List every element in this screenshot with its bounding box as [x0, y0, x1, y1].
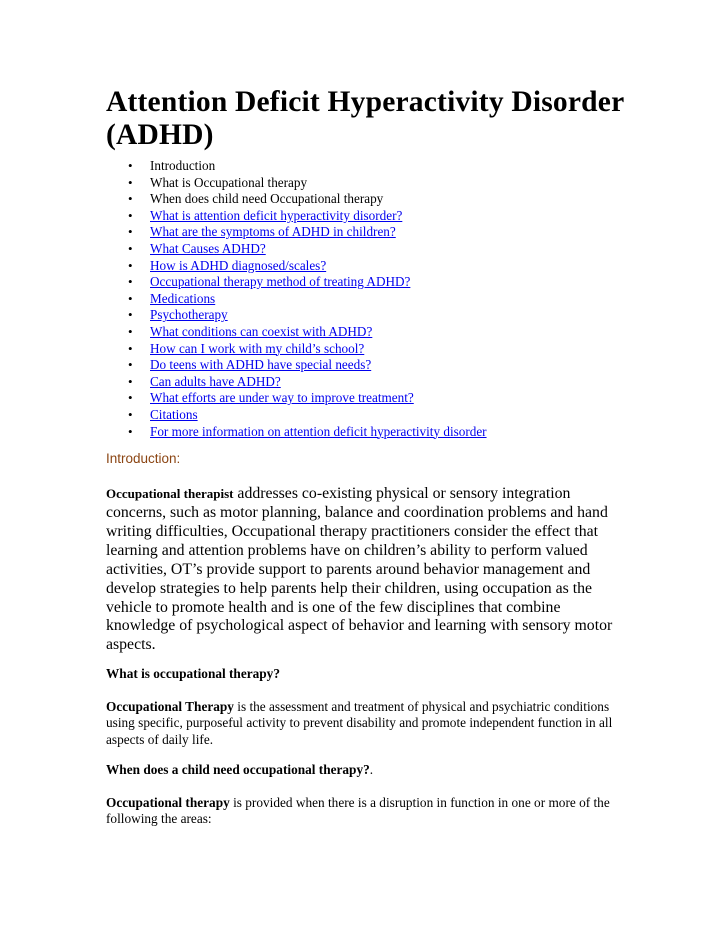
- toc-item: [106, 158, 626, 175]
- bullet-icon: •: [128, 340, 133, 356]
- toc-link[interactable]: Citations: [150, 406, 198, 422]
- bullet-icon: •: [128, 390, 133, 406]
- introduction-paragraph: [106, 485, 626, 655]
- what-is-ot-body: is the assessment and treatment of physical and psychiatric conditions using specific, purposeful activity to prevent disability and promote independent function in all aspects of daily life.: [106, 698, 613, 747]
- bullet-icon: •: [128, 307, 133, 323]
- what-is-ot-lead: Occupational Therapy: [106, 698, 234, 714]
- toc-item: [106, 191, 626, 208]
- toc-item[interactable]: [106, 390, 626, 407]
- bullet-icon: •: [128, 423, 133, 439]
- toc-label: What is Occupational therapy: [150, 174, 308, 190]
- when-needed-lead: Occupational therapy: [106, 794, 230, 810]
- what-is-ot-paragraph: [106, 699, 626, 748]
- toc-item[interactable]: [106, 407, 626, 424]
- document-page: [106, 86, 626, 827]
- toc-link[interactable]: What are the symptoms of ADHD in children?: [150, 224, 396, 240]
- toc-link[interactable]: What efforts are under way to improve treatment?: [150, 390, 414, 406]
- bullet-icon: •: [128, 207, 133, 223]
- toc-link[interactable]: What conditions can coexist with ADHD?: [150, 323, 373, 339]
- toc-link[interactable]: Can adults have ADHD?: [150, 373, 281, 389]
- section-heading-when-needed: [106, 762, 626, 779]
- toc-item[interactable]: [106, 258, 626, 275]
- toc-item[interactable]: [106, 341, 626, 358]
- bullet-icon: •: [128, 357, 133, 373]
- bullet-icon: •: [128, 191, 133, 207]
- bullet-icon: •: [128, 373, 133, 389]
- bullet-icon: •: [128, 224, 133, 240]
- toc-label: When does child need Occupational therapy: [150, 191, 384, 207]
- toc-link[interactable]: Psychotherapy: [150, 307, 228, 323]
- bullet-icon: •: [128, 406, 133, 422]
- toc-item[interactable]: [106, 274, 626, 291]
- introduction-lead: Occupational therapist: [106, 486, 234, 502]
- bullet-icon: •: [128, 240, 133, 256]
- toc-item[interactable]: [106, 307, 626, 324]
- introduction-body: addresses co-existing physical or sensory integration concerns, such as motor planning, balance and coordination problems and hand writing difficulties, Occupational therapy practitioners consider the effect that learning and attention problems have on children’s ability to perform valued activities, OT’s provide support to parents around behavior management and develop strategies to help parents help their children, using occupation as the vehicle to promote health and is one of the few disciplines that combine knowledge of psychological aspect of behavior and learning with sensory motor aspects.: [106, 485, 613, 654]
- bullet-icon: •: [128, 158, 133, 173]
- when-needed-heading-text: When does a child need occupational therapy?: [106, 762, 370, 778]
- bullet-icon: •: [128, 274, 133, 290]
- bullet-icon: •: [128, 323, 133, 339]
- toc-item[interactable]: [106, 424, 626, 441]
- toc-item[interactable]: [106, 241, 626, 258]
- toc-item[interactable]: [106, 324, 626, 341]
- toc-label: Introduction: [150, 158, 216, 173]
- when-needed-paragraph: [106, 795, 626, 828]
- toc-link[interactable]: Do teens with ADHD have special needs?: [150, 357, 372, 373]
- table-of-contents: [106, 158, 626, 440]
- introduction-heading: Introduction:: [106, 451, 181, 467]
- toc-link[interactable]: How is ADHD diagnosed/scales?: [150, 257, 327, 273]
- section-heading-what-is-ot: What is occupational therapy?: [106, 666, 280, 682]
- toc-link[interactable]: What is attention deficit hyperactivity disorder?: [150, 207, 403, 223]
- toc-link[interactable]: For more information on attention deficit hyperactivity disorder: [150, 423, 487, 439]
- bullet-icon: •: [128, 174, 133, 190]
- toc-link[interactable]: How can I work with my child’s school?: [150, 340, 365, 356]
- toc-item[interactable]: [106, 208, 626, 225]
- when-needed-body: is provided when there is a disruption in function in one or more of the following the areas:: [106, 794, 610, 827]
- toc-item: [106, 175, 626, 192]
- toc-item[interactable]: [106, 357, 626, 374]
- toc-link[interactable]: What Causes ADHD?: [150, 240, 266, 256]
- toc-item[interactable]: [106, 291, 626, 308]
- bullet-icon: •: [128, 257, 133, 273]
- toc-item[interactable]: [106, 374, 626, 391]
- toc-item[interactable]: [106, 224, 626, 241]
- when-needed-heading-period: .: [369, 762, 374, 778]
- toc-link[interactable]: Medications: [150, 290, 216, 306]
- document-title: Attention Deficit Hyperactivity Disorder (ADHD): [106, 86, 624, 151]
- bullet-icon: •: [128, 290, 133, 306]
- toc-link[interactable]: Occupational therapy method of treating ADHD?: [150, 274, 411, 290]
